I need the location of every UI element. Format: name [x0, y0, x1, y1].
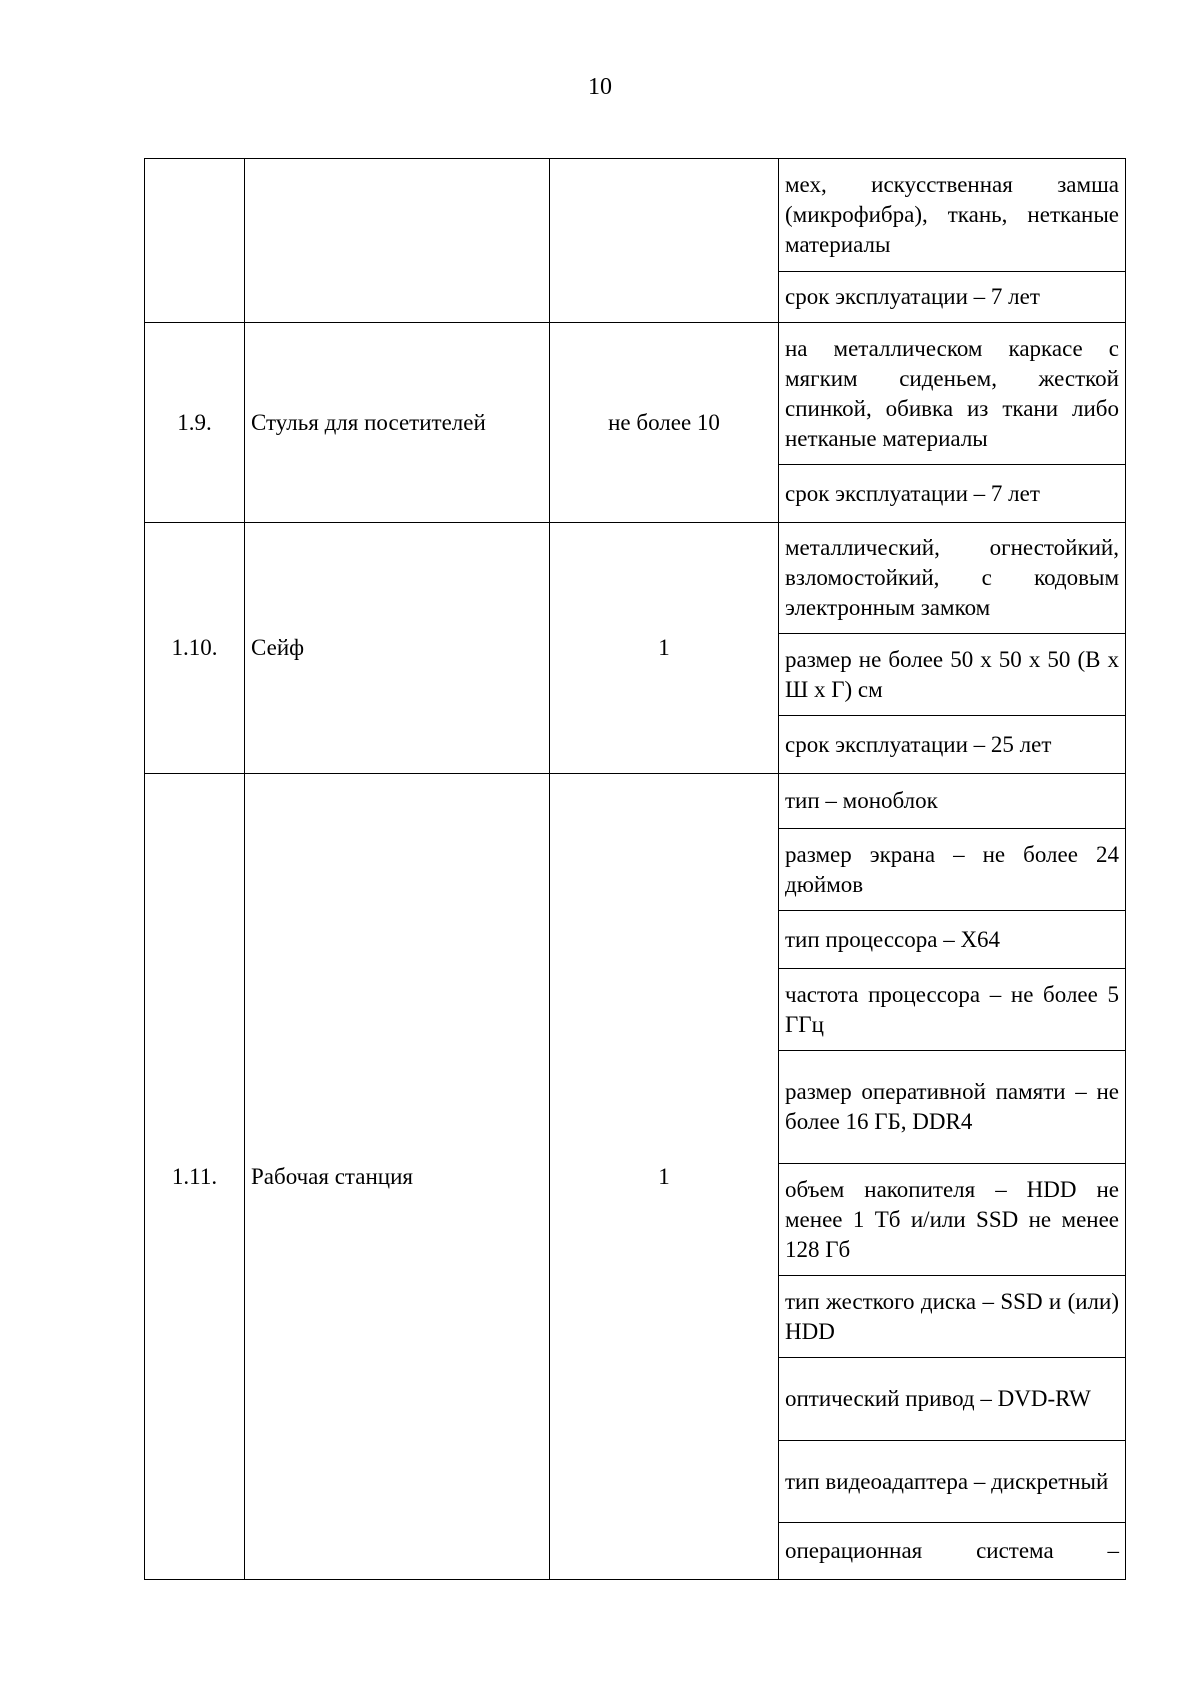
item-property: металлический, огнестойкий, взломостойкий, с кодовым электронным замком: [779, 523, 1126, 634]
item-quantity: [550, 159, 779, 323]
item-name: Стулья для посетителей: [245, 323, 550, 523]
item-property: срок эксплуатации – 7 лет: [779, 272, 1126, 323]
item-name: Сейф: [245, 523, 550, 774]
item-number: 1.11.: [145, 774, 245, 1580]
page-number: 10: [588, 74, 612, 100]
specification-table: [144, 158, 1126, 1580]
item-name: Рабочая станция: [245, 774, 550, 1580]
item-property: тип жесткого диска – SSD и (или) HDD: [779, 1276, 1126, 1358]
item-quantity: не более 10: [550, 323, 779, 523]
item-property: тип видеоадаптера – дискретный: [779, 1441, 1126, 1523]
item-property: размер экрана – не более 24 дюймов: [779, 829, 1126, 911]
table-row: [145, 523, 1126, 634]
item-number: 1.9.: [145, 323, 245, 523]
table-row: [145, 159, 1126, 272]
table-row: [145, 323, 1126, 465]
item-property: на металлическом каркасе с мягким сиденьем, жесткой спинкой, обивка из ткани либо нетканые материалы: [779, 323, 1126, 465]
item-quantity: 1: [550, 774, 779, 1580]
item-quantity: 1: [550, 523, 779, 774]
item-property: мех, искусственная замша (микрофибра), ткань, нетканые материалы: [779, 159, 1126, 272]
item-name: [245, 159, 550, 323]
item-property: частота процессора – не более 5 ГГц: [779, 969, 1126, 1051]
item-property: тип – моноблок: [779, 774, 1126, 829]
item-property: операционная система –: [779, 1523, 1126, 1580]
item-property: срок эксплуатации – 25 лет: [779, 716, 1126, 774]
item-property: объем накопителя – HDD не менее 1 Тб и/или SSD не менее 128 Гб: [779, 1164, 1126, 1276]
item-number: [145, 159, 245, 323]
table-row: [145, 774, 1126, 829]
item-property: размер оперативной памяти – не более 16 ГБ, DDR4: [779, 1051, 1126, 1164]
item-property: оптический привод – DVD-RW: [779, 1358, 1126, 1441]
item-property: тип процессора – Х64: [779, 911, 1126, 969]
item-number: 1.10.: [145, 523, 245, 774]
item-property: срок эксплуатации – 7 лет: [779, 465, 1126, 523]
item-property: размер не более 50 х 50 х 50 (В х Ш х Г) см: [779, 634, 1126, 716]
